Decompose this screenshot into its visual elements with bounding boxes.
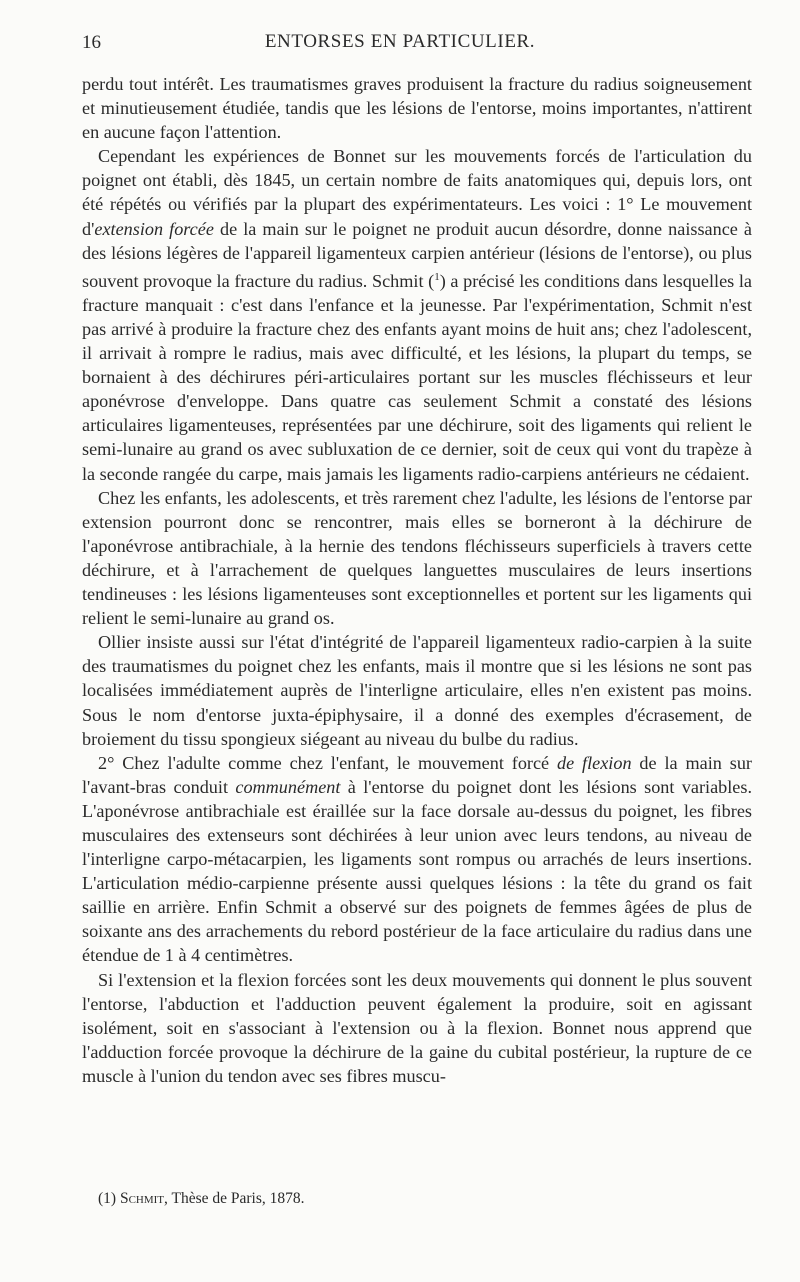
paragraph: Si l'extension et la flexion forcées sont les deux mouvements qui donnent le plus souvent l'entorse, l'abduction et l'adduction peuvent également la produire, soit en agissant isolément, soit en s'associant à l'extension ou à la flexion. Bonnet nous apprend que l'adduction forcée provoque la déchirure de la gaine du cubital postérieur, la rupture de ce muscle à l'union du tendon avec ses fibres muscu-	[82, 969, 752, 1086]
footnote-author: Schmit	[119, 1190, 165, 1207]
text-run: 2° Chez l'adulte comme chez l'enfant, le mouvement forcé	[98, 752, 557, 773]
running-head: ENTORSES EN PARTICULIER.	[264, 31, 536, 52]
text-run: à l'entorse du poignet dont les lésions sont variables. L'aponévrose antibrachiale est éraillée sur la face dorsale au-dessus du poignet, les fibres musculaires des extenseurs sont déchirées à leur union avec leurs tendons, au niveau de l'interligne carpo-métacarpien, les ligaments sont rompus ou arrachés de leurs insertions. L'articulation médio-carpienne présente aussi quelques lésions : la tête du grand os fait saillie en arrière. Enfin Schmit a observé sur des poignets de femmes âgées de plus de soixante ans des arrachements du rebord postérieur de la face articulaire du radius dans une étendue de 1 à 4 centimètres.	[82, 776, 752, 966]
paragraph: Ollier insiste aussi sur l'état d'intégrité de l'appareil ligamenteux radio-carpien à la suite des traumatismes du poignet chez les enfants, mais il montre que si les lésions ne sont pas localisées immédiatement auprès de l'interligne articulaire, elles n'en existent pas moins. Sous le nom d'entorse juxta-épiphysaire, il a donné des exemples d'écrasement, de broiement du tissu spongieux siégeant au niveau du bulbe du radius.	[82, 632, 752, 749]
emphasis-extension-forcee: extension forcée	[94, 218, 214, 239]
body-text	[82, 72, 752, 1088]
text-run: de la main sur le poignet ne produit aucun désordre, donne naissance à des lésions légères de l'appareil ligamenteux carpien antérieur (lésions de l'entorse), ou plus souvent provoque la fracture du radius. Schmit (	[82, 218, 752, 291]
paragraph: perdu tout intérêt. Les traumatismes graves produisent la fracture du radius soigneusement et minutieusement étudiée, tandis que les lésions de l'entorse, moins importantes, n'attirent en aucune façon l'attention.	[82, 74, 752, 143]
emphasis-communement: communément	[235, 776, 341, 797]
paragraph: Chez les enfants, les adolescents, et très rarement chez l'adulte, les lésions de l'entorse par extension pourront donc se rencontrer, mais elles se borneront à la déchirure de l'aponévrose antibrachiale, à la hernie des tendons fléchisseurs superficiels à travers cette déchirure, et à l'arrachement de quelques languettes musculaires de leurs insertions tendineuses : les lésions ligamenteuses sont exceptionnelles et portent sur les ligaments qui relient le semi-lunaire au grand os.	[82, 487, 752, 629]
text-run: ) a précisé les conditions dans lesquelles la fracture manquait : c'est dans l'enfance et la jeunesse. Par l'expérimentation, Schmit n'est pas arrivé à produire la fracture chez des enfants ayant moins de huit ans; chez l'adolescent, il arrivait à rompre le radius, mais avec difficulté, et les lésions, la plupart du temps, se bornaient à des déchirures péri-articulaires portant sur les muscles fléchisseurs et leur aponévrose d'enveloppe. Dans quatre cas seulement Schmit a constaté des lésions articulaires ligamenteuses, représentées par une déchirure, soit des ligaments qui relient le semi-lunaire au grand os avec subluxation de ce dernier, soit de ceux qui vont du trapèze à la seconde rangée du carpe, mais jamais les ligaments radio-carpiens antérieurs ne cédaient.	[82, 270, 752, 484]
paragraph	[82, 751, 752, 968]
emphasis-de-flexion: de flexion	[557, 752, 632, 773]
footnote-marker: (1)	[98, 1190, 117, 1207]
text-run: Cependant les expériences de Bonnet sur les mouvements forcés de l'articulation du poignet ont établi, dès 1845, un certain nombre de faits anatomiques qui, depuis lors, ont été répétés ou vérifiés par la plupart des expérimentateurs. Les voici : 1° Le mouvement d'	[82, 146, 752, 239]
footnote-ref: 1	[434, 270, 440, 283]
paragraph	[82, 144, 752, 485]
footnote	[98, 1189, 748, 1209]
page-header	[0, 0, 800, 60]
text-run: de la main sur l'avant-bras conduit	[82, 752, 752, 797]
page-number: 16	[82, 32, 101, 53]
footnote-text: , Thèse de Paris, 1878.	[164, 1190, 305, 1207]
